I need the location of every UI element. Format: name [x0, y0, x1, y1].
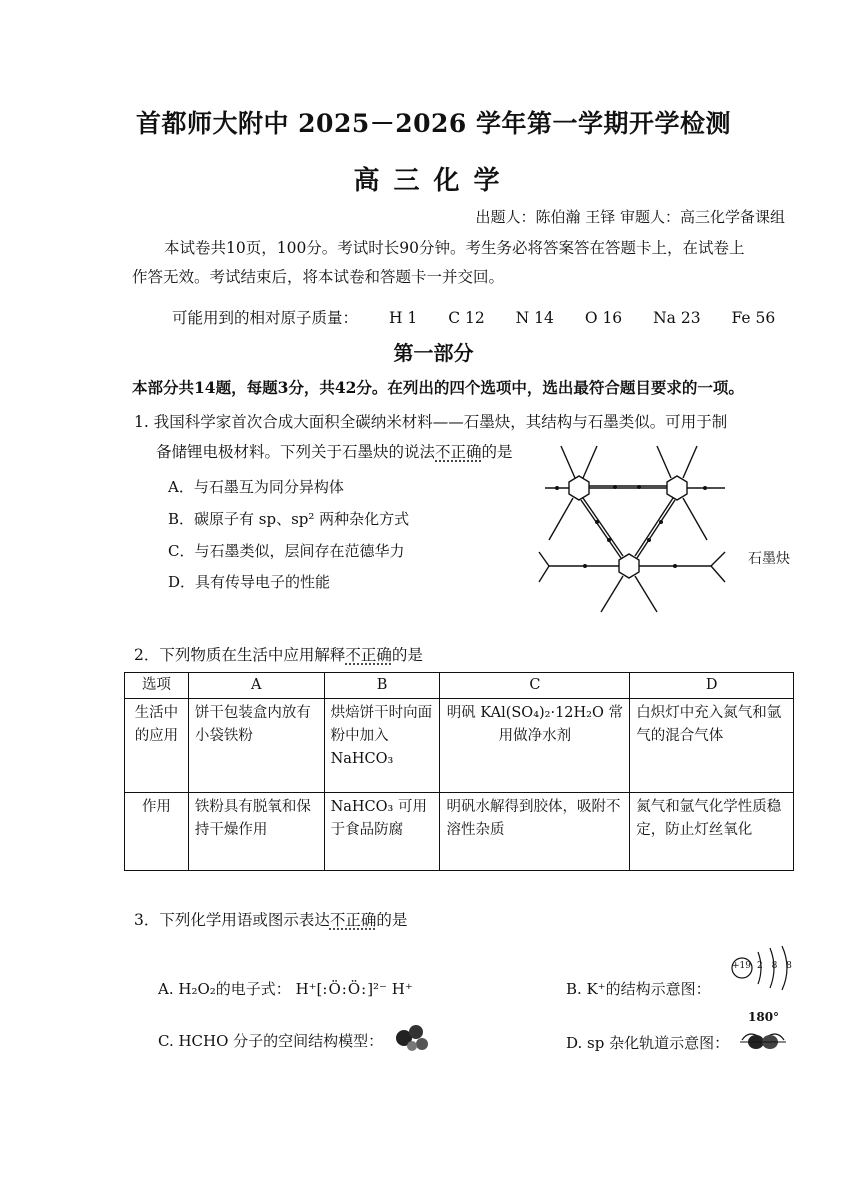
figure-caption: 石墨炔 [748, 551, 790, 567]
table-header-cell: C [440, 673, 630, 699]
row-label: 生活中的应用 [125, 699, 189, 793]
table-header-row [125, 673, 794, 699]
q1-line-2: 备储锂电极材料。下列关于石墨炔的说法不正确的是 [156, 443, 513, 461]
k-ion-shells: 2 8 8 [757, 961, 795, 971]
table-cell: NaHCO₃ 可用于食品防腐 [324, 793, 440, 871]
atomic-mass-fe: Fe 56 [731, 309, 776, 327]
table-cell: 铁粉具有脱氧和保持干燥作用 [188, 793, 324, 871]
table-row [125, 793, 794, 871]
k-ion-nucleus: +19 [732, 961, 751, 971]
row-label: 作用 [125, 793, 189, 871]
atomic-masses [172, 306, 801, 328]
table-cell: 明矾 KAl(SO₄)₂·12H₂O 常用做净水剂 [440, 699, 630, 793]
atomic-label: 可能用到的相对原子质量： [172, 309, 359, 327]
q3-option-b: B. K⁺的结构示意图： [566, 980, 711, 998]
table-cell: 氮气和氩气化学性质稳定，防止灯丝氧化 [630, 793, 794, 871]
q1-emphasis: 不正确 [435, 443, 482, 461]
exam-subject: 高三化学 [353, 166, 514, 196]
exam-authors: 出题人：陈伯瀚 王铎 审题人：高三化学备课组 [475, 208, 785, 226]
sp-angle-label: 180° [748, 1010, 780, 1024]
q1-option-a: A．与石墨互为同分异构体 [168, 478, 344, 496]
hcho-model-icon [392, 1020, 432, 1054]
q3-option-a: A. H₂O₂的电子式： H⁺[:Ö:Ö:]²⁻ H⁺ [158, 980, 413, 998]
part-intro: 本部分共14题，每题3分，共42分。在列出的四个选项中，选出最符合题目要求的一项。 [132, 378, 744, 397]
q1-line-1: 1. 我国科学家首次合成大面积全碳纳米材料——石墨炔，其结构与石墨类似。可用于制 [134, 413, 728, 431]
table-header-cell: A [188, 673, 324, 699]
table-header-cell: B [324, 673, 440, 699]
atomic-mass-na: Na 23 [653, 309, 701, 327]
atomic-mass-h: H 1 [388, 309, 418, 327]
electron-formula-left: H⁺[ [295, 980, 323, 998]
q1-option-c: C．与石墨类似，层间存在范德华力 [168, 542, 405, 560]
q3-option-d: D. sp 杂化轨道示意图： [566, 1034, 730, 1052]
table-cell: 白炽灯中充入氮气和氩气的混合气体 [630, 699, 794, 793]
table-header-cell: 选项 [125, 673, 189, 699]
part-title: 第一部分 [393, 341, 474, 365]
instruction-line-2: 作答无效。考试结束后，将本试卷和答题卡一并交回。 [132, 268, 505, 286]
q3-emphasis: 不正确 [329, 911, 377, 929]
electron-formula-right: ]²⁻ H⁺ [367, 980, 413, 998]
table-header-cell: D [630, 673, 794, 699]
sp-orbital-diagram [738, 1026, 788, 1056]
q1-option-d: D．具有传导电子的性能 [168, 573, 331, 591]
instruction-line-1: 本试卷共10页，100分。考试时长90分钟。考生务必将答案答在答题卡上，在试卷上 [164, 239, 745, 257]
q3-stem: 3．下列化学用语或图示表达不正确的是 [134, 911, 408, 929]
exam-title: 首都师大附中 2025－2026 学年第一学期开学检测 [135, 109, 732, 138]
atomic-mass-o: O 16 [584, 309, 623, 327]
electron-formula-mid: :Ö:Ö: [322, 980, 368, 998]
atomic-mass-n: N 14 [515, 309, 554, 327]
atomic-mass-c: C 12 [448, 309, 485, 327]
q3-option-c: C. HCHO 分子的空间结构模型： [158, 1032, 384, 1050]
q2-emphasis: 不正确 [345, 646, 392, 664]
q1-option-b: B．碳原子有 sp、sp² 两种杂化方式 [168, 510, 410, 528]
q2-table [124, 672, 794, 871]
table-row [125, 699, 794, 793]
table-cell: 明矾水解得到胶体，吸附不溶性杂质 [440, 793, 630, 871]
graphdiyne-structure-diagram [535, 440, 735, 620]
table-cell: 烘焙饼干时向面粉中加入 NaHCO₃ [324, 699, 440, 793]
table-cell: 饼干包装盒内放有小袋铁粉 [188, 699, 324, 793]
q2-stem: 2．下列物质在生活中应用解释不正确的是 [134, 646, 423, 664]
